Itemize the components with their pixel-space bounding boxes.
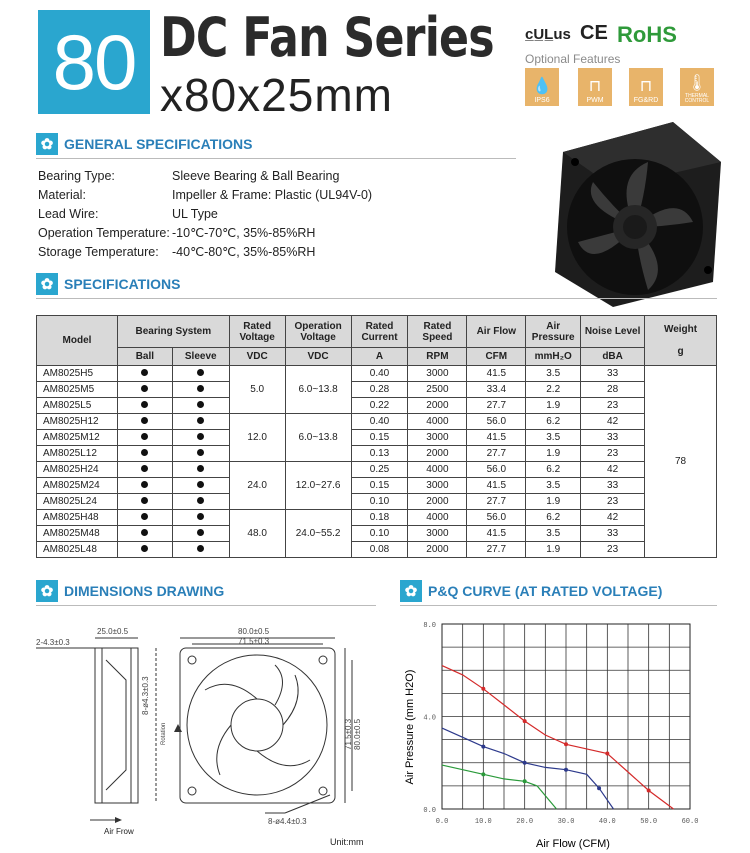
table-row [37,462,717,478]
cell-flow: 33.4 [467,382,526,398]
x-tick-label: 20.0 [516,818,534,826]
ball-bearing-dot [141,433,148,440]
spec-row: Storage Temperature: -40℃-80℃, 35%-85%RH [38,245,316,259]
cell-rated-voltage: 48.0 [229,510,285,558]
cell-flow: 27.7 [467,398,526,414]
cell-model: AM8025H48 [37,510,118,526]
table-row [37,366,717,382]
cell-model: AM8025L48 [37,542,118,558]
cul-us-logo: c̲U̲L̲us [525,26,571,43]
x-tick-label: 60.0 [681,818,699,826]
cell-pressure: 6.2 [526,510,581,526]
data-point [523,761,527,765]
cell-ball [117,366,172,382]
cell-flow: 27.7 [467,446,526,462]
cell-operation-voltage: 6.0~13.8 [285,366,351,414]
cell-ball [117,542,172,558]
cell-noise: 42 [581,414,645,430]
sleeve-bearing-dot [197,513,204,520]
cell-noise: 33 [581,430,645,446]
dimensions-heading: ✿ DIMENSIONS DRAWING [36,580,224,602]
series-line-0 [442,666,674,809]
cell-flow: 27.7 [467,542,526,558]
cell-model: AM8025M12 [37,430,118,446]
cell-current: 0.15 [351,430,408,446]
x-tick-label: 0.0 [435,818,449,826]
cell-sleeve [172,398,229,414]
col-bearing-system: Bearing System [117,316,229,348]
x-tick-label: 10.0 [474,818,492,826]
series-size-badge: 80 [38,10,150,114]
data-point [647,789,651,793]
ball-bearing-dot [141,497,148,504]
cell-ball [117,510,172,526]
dim-height: 80.0±0.5 [353,718,362,750]
unit-label: Unit:mm [330,837,364,847]
cell-current: 0.25 [351,462,408,478]
thermometer-icon: 🌡 [686,75,708,92]
cell-sleeve [172,542,229,558]
cell-ball [117,526,172,542]
cell-flow: 27.7 [467,494,526,510]
data-point [597,786,601,790]
divider [36,605,376,606]
table-row [37,398,717,414]
divider [400,605,717,606]
cell-sleeve [172,414,229,430]
ball-bearing-dot [141,449,148,456]
table-row [37,510,717,526]
feature-fg-rd: ⊓ FG&RD [629,68,663,106]
divider [36,298,717,299]
cell-pressure: 3.5 [526,430,581,446]
cell-flow: 41.5 [467,526,526,542]
table-row [37,382,717,398]
sleeve-bearing-dot [197,465,204,472]
water-drop-icon: 💧 [532,78,552,95]
unit-vdc: VDC [285,348,351,366]
ball-bearing-dot [141,481,148,488]
cell-speed: 2000 [408,542,467,558]
sleeve-bearing-dot [197,417,204,424]
signal-icon: ⊓ [639,78,653,95]
cell-ball [117,430,172,446]
cell-sleeve [172,382,229,398]
cell-ball [117,382,172,398]
optional-features-label: Optional Features [525,52,621,66]
cell-flow: 41.5 [467,366,526,382]
y-tick-label: 4.0 [423,714,436,723]
cell-sleeve [172,446,229,462]
cell-model: AM8025L24 [37,494,118,510]
dim-width: 80.0±0.5 [238,627,270,636]
ball-bearing-dot [141,465,148,472]
cell-operation-voltage: 12.0~27.6 [285,462,351,510]
cell-speed: 2000 [408,494,467,510]
cell-pressure: 1.9 [526,398,581,414]
cell-flow: 56.0 [467,462,526,478]
general-specs-heading: ✿ GENERAL SPECIFICATIONS [36,133,253,155]
cell-pressure: 3.5 [526,478,581,494]
dim-side-holes: 8-ø4.3±0.3 [141,676,150,715]
cell-rated-voltage: 24.0 [229,462,285,510]
table-row [37,526,717,542]
feature-pwm: ⊓ PWM [578,68,612,106]
cell-model: AM8025H12 [37,414,118,430]
data-point [481,772,485,776]
cell-sleeve [172,430,229,446]
unit-a: A [351,348,408,366]
data-point [605,752,609,756]
cell-flow: 41.5 [467,478,526,494]
cell-pressure: 2.2 [526,382,581,398]
data-point [564,742,568,746]
cell-sleeve [172,366,229,382]
cell-rated-voltage: 12.0 [229,414,285,462]
sleeve-bearing-dot [197,369,204,376]
specifications-table [36,315,717,558]
cell-current: 0.28 [351,382,408,398]
cell-noise: 23 [581,398,645,414]
cell-current: 0.08 [351,542,408,558]
table-row [37,430,717,446]
sleeve-bearing-dot [197,401,204,408]
col-air-flow: Air Flow [467,316,526,348]
cell-flow: 41.5 [467,430,526,446]
cell-model: AM8025H24 [37,462,118,478]
col-weight: Weight g [645,316,717,366]
cell-ball [117,398,172,414]
feature-ip56: 💧 IPS6 [525,68,559,106]
data-point [481,745,485,749]
cell-current: 0.18 [351,510,408,526]
ball-bearing-dot [141,385,148,392]
cell-sleeve [172,478,229,494]
table-row [37,494,717,510]
cell-ball [117,414,172,430]
series-title: DC Fan Series [160,6,494,69]
air-flow-label: Air Frow [104,827,134,836]
cell-ball [117,494,172,510]
feature-thermal: 🌡 THERMAL CONTROL [680,68,714,106]
series-line-1 [442,728,614,809]
cell-speed: 3000 [408,526,467,542]
dim-depth: 25.0±0.5 [97,627,129,636]
pq-curve-chart [395,612,725,852]
specifications-heading: ✿ SPECIFICATIONS [36,273,180,295]
cell-noise: 33 [581,478,645,494]
cell-noise: 42 [581,510,645,526]
ball-bearing-dot [141,545,148,552]
cell-current: 0.10 [351,526,408,542]
cell-operation-voltage: 6.0~13.8 [285,414,351,462]
fan-icon: ✿ [36,580,58,602]
spec-row: Operation Temperature: -10℃-70℃, 35%-85%RH [38,226,316,240]
rotation-label: Rotation [161,722,167,745]
unit-dba: dBA [581,348,645,366]
x-tick-label: 30.0 [557,818,575,826]
data-point [523,779,527,783]
pq-curve-heading: ✿ P&Q CURVE (AT RATED VOLTAGE) [400,580,662,602]
cell-model: AM8025L5 [37,398,118,414]
col-model: Model [37,316,118,366]
cell-speed: 4000 [408,462,467,478]
cell-ball [117,462,172,478]
spec-row: Material: Impeller & Frame: Plastic (UL94V-0) [38,188,373,202]
cell-noise: 33 [581,366,645,382]
divider [36,158,516,159]
spec-row: Bearing Type: Sleeve Bearing & Ball Bearing [38,169,340,183]
cell-pressure: 6.2 [526,414,581,430]
data-point [481,687,485,691]
cell-current: 0.22 [351,398,408,414]
cell-noise: 23 [581,446,645,462]
ball-bearing-dot [141,417,148,424]
cell-flow: 56.0 [467,414,526,430]
cell-noise: 28 [581,382,645,398]
dim-hole-pitch-vertical: 71.5±0.3 [344,718,353,750]
cell-noise: 23 [581,494,645,510]
cell-sleeve [172,462,229,478]
cell-speed: 4000 [408,414,467,430]
cell-model: AM8025M48 [37,526,118,542]
cell-pressure: 3.5 [526,366,581,382]
cell-noise: 42 [581,462,645,478]
table-row [37,542,717,558]
cell-ball [117,446,172,462]
unit-cfm: CFM [467,348,526,366]
cell-model: AM8025M5 [37,382,118,398]
x-tick-label: 40.0 [598,818,616,826]
cell-rated-voltage: 5.0 [229,366,285,414]
rohs-logo: RoHS [617,22,677,47]
ce-logo: CE [580,22,608,44]
cell-speed: 2000 [408,398,467,414]
cell-current: 0.40 [351,414,408,430]
cell-weight: 78 [645,366,717,558]
cell-current: 0.40 [351,366,408,382]
cell-speed: 2500 [408,382,467,398]
data-point [523,719,527,723]
cell-flow: 56.0 [467,510,526,526]
sleeve-bearing-dot [197,497,204,504]
fan-icon: ✿ [400,580,422,602]
series-dimensions: x80x25mm [160,69,393,121]
cell-ball [117,478,172,494]
sleeve-bearing-dot [197,385,204,392]
col-ball: Ball [117,348,172,366]
dim-flange: 2-4.3±0.3 [36,638,70,647]
col-operation-voltage: Operation Voltage [285,316,351,348]
sleeve-bearing-dot [197,433,204,440]
cell-model: AM8025H5 [37,366,118,382]
y-tick-label: 8.0 [423,622,436,630]
dimensions-drawing [30,620,380,845]
sleeve-bearing-dot [197,449,204,456]
cell-sleeve [172,510,229,526]
ball-bearing-dot [141,529,148,536]
unit-vdc: VDC [229,348,285,366]
cell-model: AM8025L12 [37,446,118,462]
sleeve-bearing-dot [197,481,204,488]
y-tick-label: 0.0 [423,807,436,815]
cell-speed: 3000 [408,366,467,382]
cell-pressure: 3.5 [526,526,581,542]
data-point [564,768,568,772]
table-row [37,446,717,462]
cell-noise: 33 [581,526,645,542]
col-noise-level: Noise Level [581,316,645,348]
cell-speed: 2000 [408,446,467,462]
cell-speed: 3000 [408,430,467,446]
dim-hole-pitch: 71.5±0.3 [238,637,270,646]
cell-pressure: 1.9 [526,446,581,462]
table-row [37,414,717,430]
x-tick-label: 50.0 [640,818,658,826]
cell-current: 0.13 [351,446,408,462]
col-sleeve: Sleeve [172,348,229,366]
col-rated-speed: Rated Speed [408,316,467,348]
spec-row: Lead Wire: UL Type [38,207,218,221]
cell-noise: 23 [581,542,645,558]
col-rated-current: Rated Current [351,316,408,348]
ball-bearing-dot [141,401,148,408]
unit-mmh2o: mmH₂O [526,348,581,366]
cell-operation-voltage: 24.0~55.2 [285,510,351,558]
cell-sleeve [172,526,229,542]
x-axis-label: Air Flow (CFM) [536,838,610,850]
cell-pressure: 1.9 [526,542,581,558]
col-air-pressure: Air Pressure [526,316,581,348]
series-line-2 [442,765,557,809]
cell-sleeve [172,494,229,510]
dim-bottom-holes: 8-ø4.4±0.3 [268,817,307,826]
cell-model: AM8025M24 [37,478,118,494]
cell-current: 0.15 [351,478,408,494]
cell-speed: 4000 [408,510,467,526]
table-row [37,478,717,494]
pwm-wave-icon: ⊓ [588,78,602,95]
sleeve-bearing-dot [197,545,204,552]
sleeve-bearing-dot [197,529,204,536]
fan-icon: ✿ [36,133,58,155]
fan-product-image [553,122,723,307]
general-specs-list [38,167,372,262]
fan-icon: ✿ [36,273,58,295]
unit-rpm: RPM [408,348,467,366]
cell-pressure: 1.9 [526,494,581,510]
ball-bearing-dot [141,369,148,376]
cell-current: 0.10 [351,494,408,510]
ball-bearing-dot [141,513,148,520]
cell-pressure: 6.2 [526,462,581,478]
y-axis-label: Air Pressure (mm H2O) [404,669,416,785]
cell-speed: 3000 [408,478,467,494]
col-rated-voltage: Rated Voltage [229,316,285,348]
